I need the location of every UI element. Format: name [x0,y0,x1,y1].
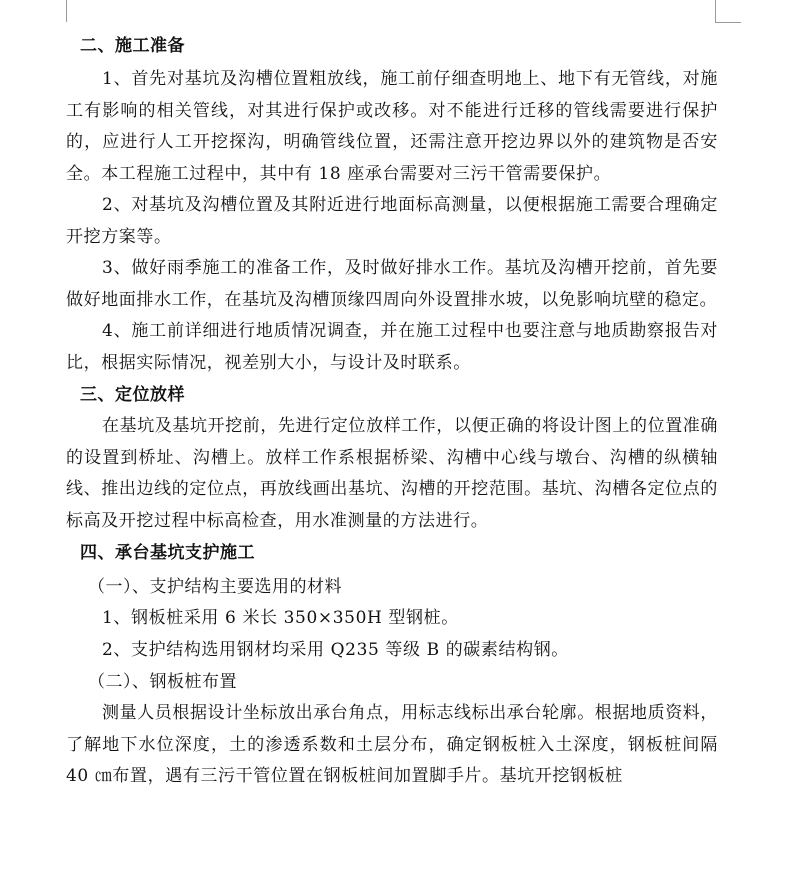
section-heading: 三、定位放样 [80,385,185,405]
subsection-title: （一）、支护结构主要选用的材料 [88,577,342,597]
subsection-title: （二）、钢板桩布置 [88,672,237,692]
paragraph: 测量人员根据设计坐标放出承台角点，用标志线标出承台轮廓。根据地质资料，了解地下水位深度，土的渗透系数和土层分布，确定钢板桩入土深度，钢板桩间隔 40 ㎝布置，遇有三污干管位置在钢板桩间加置脚手片。基坑开挖钢板桩 [66,703,718,786]
section-heading: 四、承台基坑支护施工 [80,543,255,563]
header-crop-mark-left [66,0,67,22]
header-crop-mark-right [715,0,716,22]
document-body [66,30,718,793]
paragraph: 1、首先对基坑及沟槽位置粗放线，施工前仔细查明地上、地下有无管线，对施工有影响的相关管线，对其进行保护或改移。对不能进行迁移的管线需要进行保护的，应进行人工开挖探沟，明确管线位置，还需注意开挖边界以外的建筑物是否安全。本工程施工过程中，其中有 18 座承台需要对三污干管需要保护。 [66,69,718,184]
paragraph: 4、施工前详细进行地质情况调查，并在施工过程中也要注意与地质勘察报告对比，根据实际情况，视差别大小，与设计及时联系。 [66,321,718,373]
paragraph: 2、对基坑及沟槽位置及其附近进行地面标高测量，以便根据施工需要合理确定开挖方案等。 [66,195,718,247]
header-crop-mark-right-horizontal [715,22,741,23]
paragraph: 3、做好雨季施工的准备工作，及时做好排水工作。基坑及沟槽开挖前，首先要做好地面排水工作，在基坑及沟槽顶缘四周向外设置排水坡，以免影响坑壁的稳定。 [66,258,718,310]
paragraph: 在基坑及基坑开挖前，先进行定位放样工作，以便正确的将设计图上的位置准确的设置到桥址、沟槽上。放样工作系根据桥梁、沟槽中心线与墩台、沟槽的纵横轴线、推出边线的定位点，再放线画出基坑、沟槽的开挖范围。基坑、沟槽各定位点的标高及开挖过程中标高检查，用水准测量的方法进行。 [66,416,718,531]
paragraph: 2、支护结构选用钢材均采用 Q235 等级 B 的碳素结构钢。 [102,639,569,660]
paragraph: 1、钢板桩采用 6 米长 350×350H 型钢桩。 [102,608,459,628]
section-heading: 二、施工准备 [80,36,185,56]
